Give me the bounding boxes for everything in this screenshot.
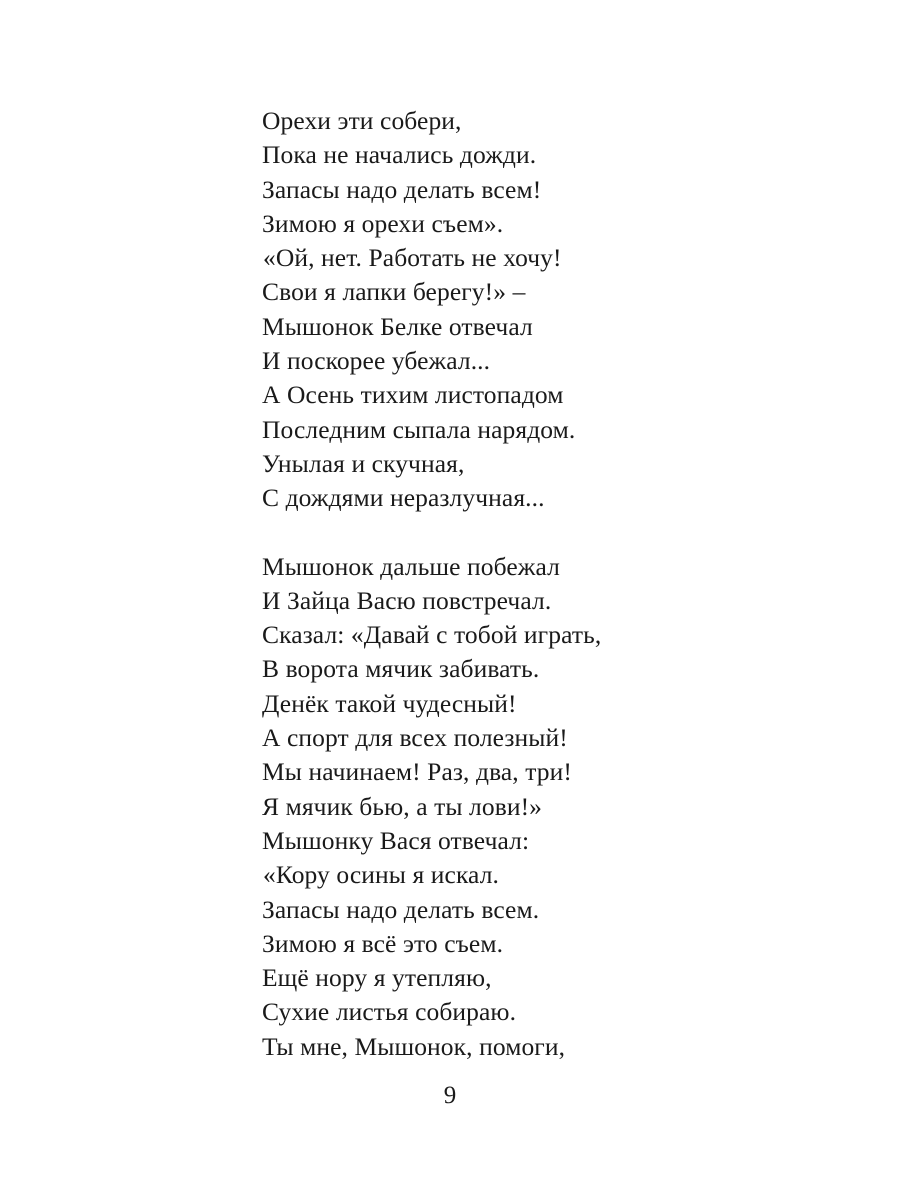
poem-line: Ты мне, Мышонок, помоги, — [262, 1031, 566, 1061]
poem-line: Я мячик бью, а ты лови!» — [262, 791, 543, 821]
poem-line: Мышонку Вася отвечал: — [262, 825, 530, 855]
poem-line: Мышонок дальше побежал — [262, 551, 560, 581]
poem-line: Мы начинаем! Раз, два, три! — [262, 757, 572, 787]
poem-line: Ещё нору я утепляю, — [262, 963, 492, 993]
poem-line: Зимою я всё это съем. — [262, 928, 504, 958]
poem-line: Свои я лапки берегу!» – — [262, 277, 526, 307]
poem-line: Унылая и скучная, — [262, 448, 465, 478]
poem-line: Денёк такой чудесный! — [262, 688, 517, 718]
poem-line: «Ой, нет. Работать не хочу! — [263, 243, 562, 273]
poem-line: А Осень тихим листопадом — [262, 380, 564, 410]
poem-line: Сухие листья собираю. — [262, 997, 517, 1027]
poem-line: И поскорее убежал... — [262, 346, 491, 376]
poem-line: «Кору осины я искал. — [263, 860, 499, 890]
poem-stanza — [262, 550, 682, 1064]
poem-line: Орехи эти собери, — [262, 106, 462, 135]
poem-line: В ворота мячик забивать. — [262, 654, 540, 684]
poem-line: Запасы надо делать всем! — [262, 174, 542, 204]
poem-line: Зимою я орехи съем». — [262, 208, 504, 238]
poem-line: Последним сыпала нарядом. — [262, 414, 576, 444]
poem-stanza — [262, 104, 682, 516]
poem-line: И Зайца Васю повстречал. — [262, 585, 552, 615]
poem-line: Сказал: «Давай с тобой играть, — [262, 620, 602, 650]
poem-line: А спорт для всех полезный! — [262, 723, 568, 753]
page-number: 9 — [443, 1082, 457, 1109]
poem-line: С дождями неразлучная... — [262, 483, 545, 513]
poem-line: Пока не начались дожди. — [262, 140, 537, 170]
poem-line: Мышонок Белке отвечал — [262, 311, 533, 341]
poem-line: Запасы надо делать всем. — [262, 894, 540, 924]
poem-text-block — [262, 104, 682, 1064]
